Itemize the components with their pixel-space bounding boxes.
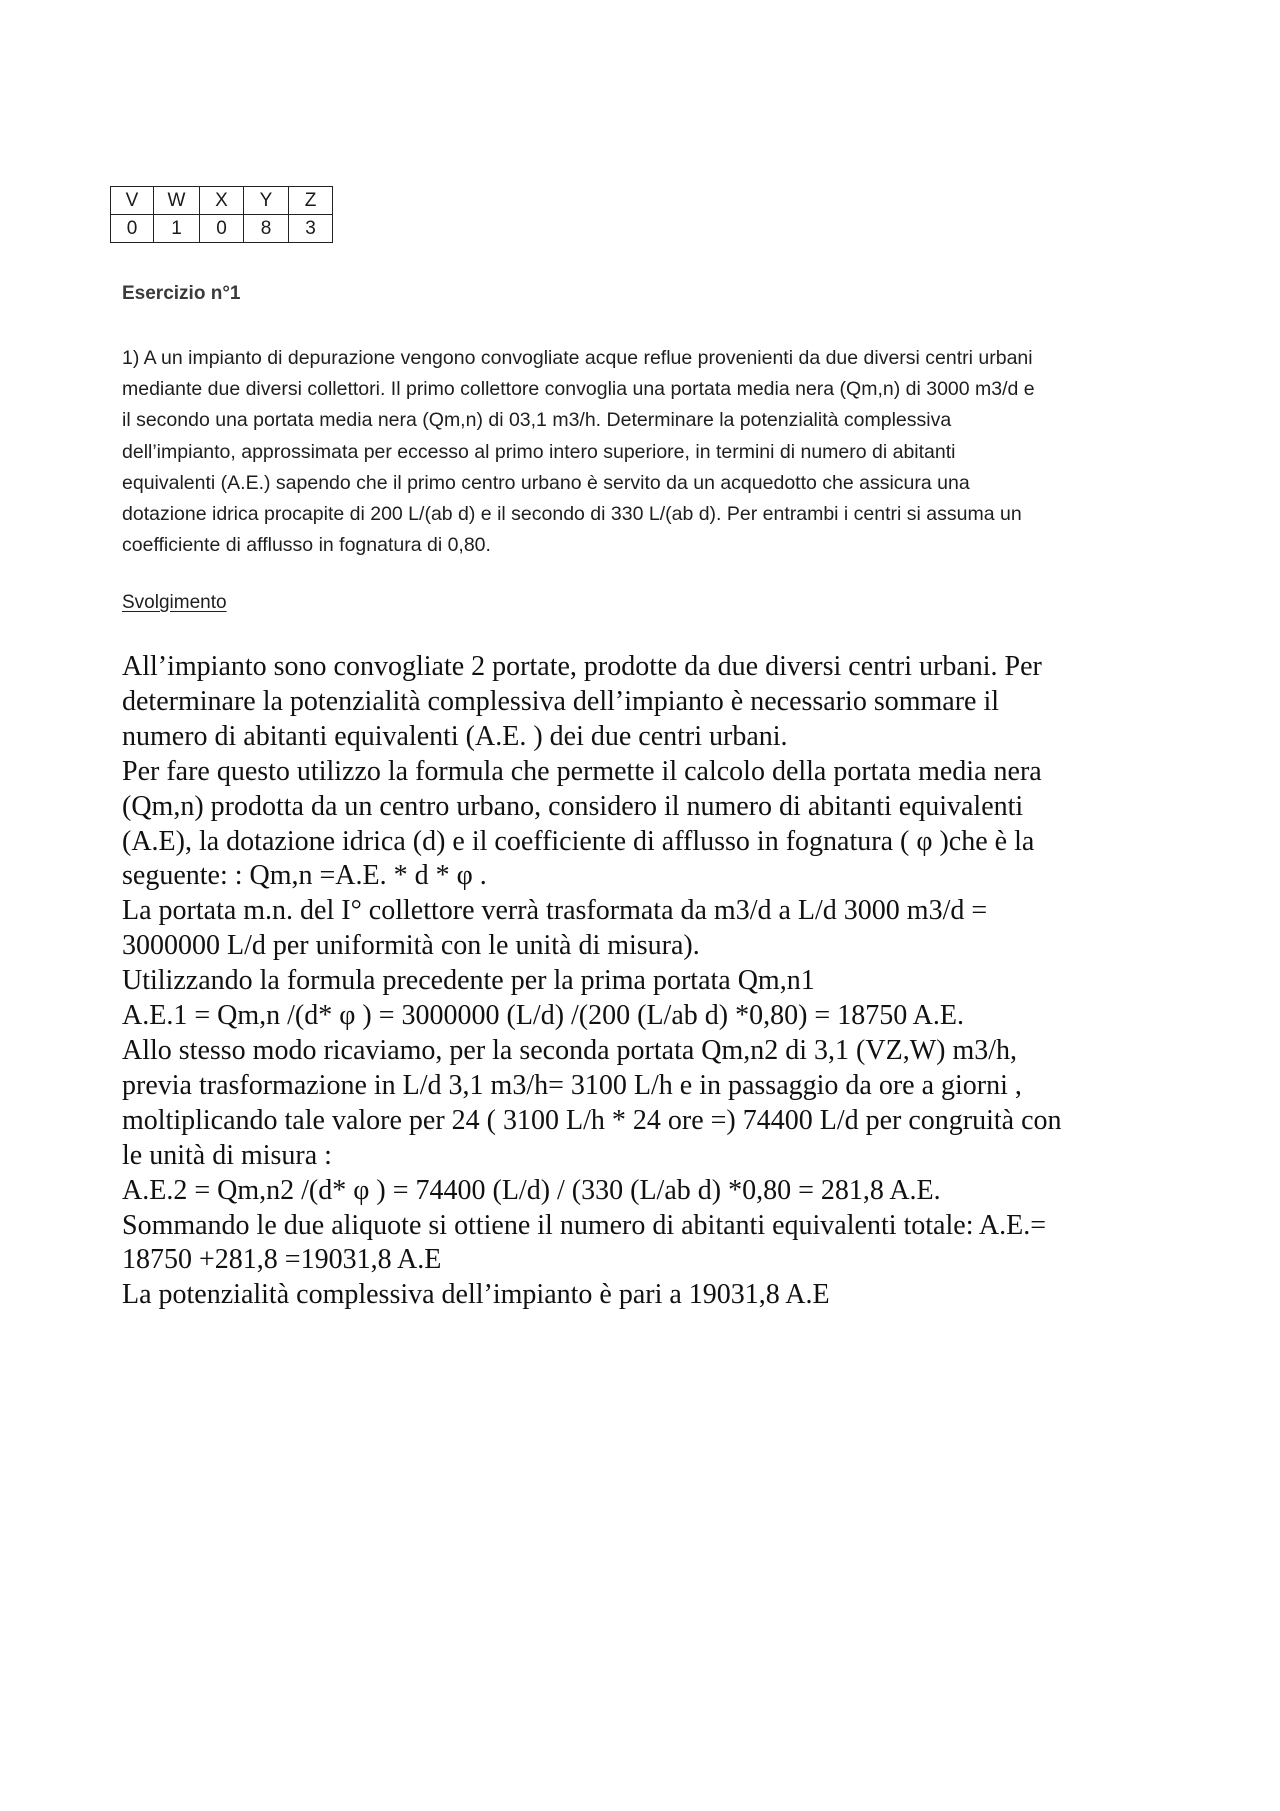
exercise-line: dell’impianto, approssimata per eccesso al primo intero superiore, in termini di numero di abitanti bbox=[122, 440, 956, 463]
solution-line: Per fare questo utilizzo la formula che permette il calcolo della portata media nera bbox=[122, 755, 1042, 787]
variable-header-v: V bbox=[111, 187, 154, 215]
variable-header-z: Z bbox=[289, 187, 333, 215]
exercise-statement bbox=[122, 343, 1182, 561]
solution-line: determinare la potenzialità complessiva dell’impianto è necessario sommare il bbox=[122, 685, 1000, 717]
exercise-line: coefficiente di afflusso in fognatura di 0,80. bbox=[122, 534, 491, 557]
solution-line: All’impianto sono convogliate 2 portate, prodotte da due diversi centri urbani. Per bbox=[122, 651, 1042, 682]
solution-line: numero di abitanti equivalenti (A.E. ) dei due centri urbani. bbox=[122, 720, 788, 752]
variable-value-w: 1 bbox=[154, 215, 200, 243]
solution-line: Allo stesso modo ricaviamo, per la seconda portata Qm,n2 di 3,1 (VZ,W) m3/h, bbox=[122, 1034, 1018, 1066]
exercise-line: dotazione idrica procapite di 200 L/(ab d) e il secondo di 330 L/(ab d). Per entrambi i centri si assuma un bbox=[122, 503, 1022, 526]
exercise-line: equivalenti (A.E.) sapendo che il primo centro urbano è servito da un acquedotto che assicura una bbox=[122, 471, 970, 494]
solution-line: 3000000 L/d per uniformità con le unità di misura). bbox=[122, 930, 700, 962]
variables-table bbox=[110, 186, 333, 243]
variable-value-v: 0 bbox=[111, 215, 154, 243]
solution-line: A.E.1 = Qm,n /(d* φ ) = 3000000 (L/d) /(200 (L/ab d) *0,80) = 18750 A.E. bbox=[122, 1000, 964, 1032]
exercise-line: mediante due diversi collettori. Il primo collettore convoglia una portata media nera (Qm,n) di 3000 m3/d e bbox=[122, 378, 1035, 401]
variables-header-row bbox=[111, 187, 333, 215]
solution-line: previa trasformazione in L/d 3,1 m3/h= 3100 L/h e in passaggio da ore a giorni , bbox=[122, 1069, 1022, 1101]
solution-line: La portata m.n. del I° collettore verrà trasformata da m3/d a L/d 3000 m3/d = bbox=[122, 895, 988, 927]
variable-value-y: 8 bbox=[244, 215, 289, 243]
variable-header-y: Y bbox=[244, 187, 289, 215]
variable-header-w: W bbox=[154, 187, 200, 215]
solution-line: Sommando le due aliquote si ottiene il numero di abitanti equivalenti totale: A.E.= bbox=[122, 1209, 1047, 1241]
exercise-line: 1) A un impianto di depurazione vengono convogliate acque reflue provenienti da due diversi centri urbani bbox=[122, 347, 1033, 369]
solution-line: A.E.2 = Qm,n2 /(d* φ ) = 74400 (L/d) / (330 (L/ab d) *0,80 = 281,8 A.E. bbox=[122, 1174, 941, 1206]
solution-line: moltiplicando tale valore per 24 ( 3100 L/h * 24 ore =) 74400 L/d per congruità con bbox=[122, 1104, 1062, 1136]
solution-title: Svolgimento bbox=[122, 592, 227, 613]
solution-line: seguente: : Qm,n =A.E. * d * φ . bbox=[122, 860, 487, 892]
solution-line: (Qm,n) prodotta da un centro urbano, considero il numero di abitanti equivalenti bbox=[122, 790, 1024, 822]
variable-value-x: 0 bbox=[200, 215, 244, 243]
exercise-title: Esercizio n°1 bbox=[122, 283, 241, 304]
solution-body bbox=[122, 650, 1212, 1313]
solution-line: La potenzialità complessiva dell’impianto è pari a 19031,8 A.E bbox=[122, 1279, 830, 1311]
solution-line: Utilizzando la formula precedente per la prima portata Qm,n1 bbox=[122, 965, 815, 997]
solution-line: (A.E), la dotazione idrica (d) e il coefficiente di afflusso in fognatura ( φ )che è la bbox=[122, 825, 1035, 857]
solution-line: 18750 +281,8 =19031,8 A.E bbox=[122, 1244, 442, 1276]
variable-header-x: X bbox=[200, 187, 244, 215]
solution-line: le unità di misura : bbox=[122, 1139, 332, 1171]
variable-value-z: 3 bbox=[289, 215, 333, 243]
variables-value-row bbox=[111, 215, 333, 243]
exercise-line: il secondo una portata media nera (Qm,n) di 03,1 m3/h. Determinare la potenzialità complessiva bbox=[122, 409, 952, 432]
